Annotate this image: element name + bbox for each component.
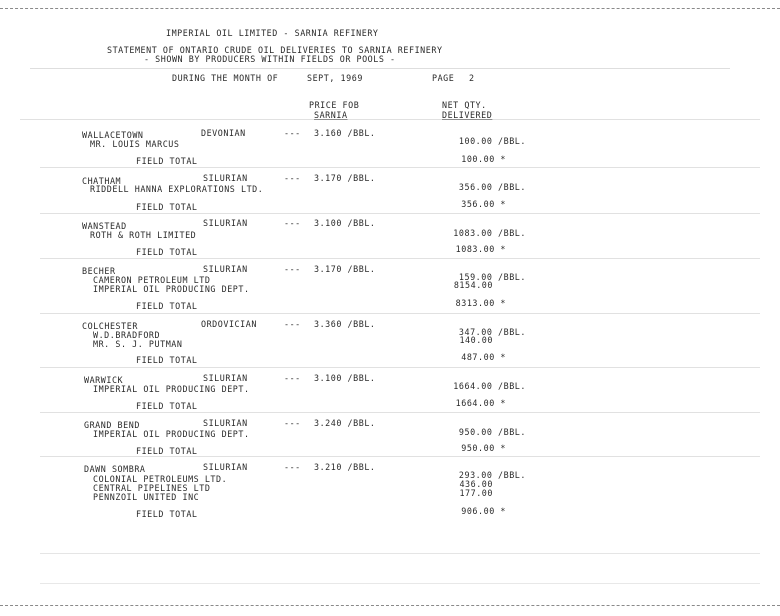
- field-formation: SILURIAN: [203, 373, 248, 383]
- page-label: PAGE: [432, 73, 455, 83]
- field-name: WANSTEAD: [82, 221, 127, 231]
- field-price: 3.160 /BBL.: [314, 128, 376, 138]
- producer-name: PENNZOIL UNITED INC: [93, 492, 200, 502]
- price-dashes: ---: [284, 264, 301, 274]
- field-total-value: 906.00 *: [461, 506, 506, 516]
- field-price: 3.170 /BBL.: [314, 173, 376, 183]
- field-formation: SILURIAN: [203, 462, 248, 472]
- producer-name: MR. S. J. PUTMAN: [93, 339, 183, 349]
- producer-name: IMPERIAL OIL PRODUCING DEPT.: [93, 284, 250, 294]
- producer-qty: 293.00 /BBL.: [458, 470, 526, 480]
- faint-rule: [40, 258, 760, 259]
- field-price: 3.170 /BBL.: [314, 264, 376, 274]
- price-heading: PRICE FOB: [309, 100, 360, 110]
- faint-rule: [40, 553, 760, 554]
- producer-name: IMPERIAL OIL PRODUCING DEPT.: [93, 429, 250, 439]
- field-name: WARWICK: [84, 375, 124, 385]
- price-dashes: ---: [284, 173, 301, 183]
- report-month: SEPT, 1969: [307, 73, 363, 83]
- producer-qty: 950.00 /BBL.: [458, 427, 526, 437]
- field-name: DAWN SOMBRA: [84, 464, 146, 474]
- field-price: 3.210 /BBL.: [314, 462, 376, 472]
- faint-rule: [40, 456, 760, 457]
- field-total-label: FIELD TOTAL: [136, 156, 198, 166]
- field-price: 3.100 /BBL.: [314, 373, 376, 383]
- price-dashes: ---: [284, 418, 301, 428]
- price-dashes: ---: [284, 218, 301, 228]
- producer-name: MR. LOUIS MARCUS: [90, 139, 180, 149]
- producer-name: ROTH & ROTH LIMITED: [90, 230, 197, 240]
- faint-rule: [40, 367, 760, 368]
- field-total-label: FIELD TOTAL: [136, 247, 198, 257]
- page-number: 2: [469, 73, 475, 83]
- field-name: CHATHAM: [82, 176, 122, 186]
- faint-rule: [40, 583, 760, 584]
- during-label: DURING THE MONTH OF: [172, 73, 279, 83]
- field-total-value: 1664.00 *: [455, 398, 506, 408]
- faint-rule: [40, 313, 760, 314]
- qty-heading: NET QTY.: [442, 100, 487, 110]
- field-total-label: FIELD TOTAL: [136, 202, 198, 212]
- top-perforation: [0, 8, 780, 9]
- producer-name: COLONIAL PETROLEUMS LTD.: [93, 474, 228, 484]
- price-dashes: ---: [284, 373, 301, 383]
- producer-qty: 1664.00 /BBL.: [453, 381, 526, 391]
- faint-rule: [20, 119, 760, 120]
- producer-name: CENTRAL PIPELINES LTD: [93, 483, 211, 493]
- field-total-label: FIELD TOTAL: [136, 401, 198, 411]
- producer-qty: 159.00 /BBL.: [458, 272, 526, 282]
- faint-rule: [40, 213, 760, 214]
- statement-title: STATEMENT OF ONTARIO CRUDE OIL DELIVERIES TO SARNIA REFINERY: [107, 45, 443, 55]
- field-total-label: FIELD TOTAL: [136, 509, 198, 519]
- field-total-value: 100.00 *: [461, 154, 506, 164]
- producer-qty: 1083.00 /BBL.: [453, 228, 526, 238]
- field-total-value: 1083.00 *: [455, 244, 506, 254]
- bottom-perforation: [0, 605, 780, 606]
- field-formation: SILURIAN: [203, 264, 248, 274]
- producer-name: W.D.BRADFORD: [93, 330, 161, 340]
- producer-qty: 140.00: [459, 335, 493, 345]
- field-total-value: 356.00 *: [461, 199, 506, 209]
- producer-qty: 177.00: [459, 488, 493, 498]
- field-name: WALLACETOWN: [82, 130, 144, 140]
- field-total-label: FIELD TOTAL: [136, 301, 198, 311]
- field-formation: SILURIAN: [203, 173, 248, 183]
- price-dashes: ---: [284, 462, 301, 472]
- price-dashes: ---: [284, 128, 301, 138]
- field-price: 3.360 /BBL.: [314, 319, 376, 329]
- faint-rule: [40, 167, 760, 168]
- producer-name: CAMERON PETROLEUM LTD: [93, 275, 211, 285]
- faint-rule: [30, 68, 730, 69]
- field-formation: SILURIAN: [203, 218, 248, 228]
- producer-qty: 356.00 /BBL.: [458, 182, 526, 192]
- field-total-value: 950.00 *: [461, 443, 506, 453]
- field-total-label: FIELD TOTAL: [136, 446, 198, 456]
- producer-qty: 8154.00: [453, 280, 493, 290]
- field-price: 3.240 /BBL.: [314, 418, 376, 428]
- field-formation: SILURIAN: [203, 418, 248, 428]
- field-total-value: 487.00 *: [461, 352, 506, 362]
- statement-subtitle: - SHOWN BY PRODUCERS WITHIN FIELDS OR POOLS -: [144, 54, 396, 64]
- price-subheading: SARNIA: [314, 110, 348, 120]
- field-formation: DEVONIAN: [201, 128, 246, 138]
- field-name: COLCHESTER: [82, 321, 138, 331]
- producer-qty: 436.00: [459, 479, 493, 489]
- field-formation: ORDOVICIAN: [201, 319, 257, 329]
- report-title: IMPERIAL OIL LIMITED - SARNIA REFINERY: [166, 28, 379, 38]
- producer-name: IMPERIAL OIL PRODUCING DEPT.: [93, 384, 250, 394]
- producer-name: RIDDELL HANNA EXPLORATIONS LTD.: [90, 184, 264, 194]
- producer-qty: 100.00 /BBL.: [458, 136, 526, 146]
- field-total-value: 8313.00 *: [455, 298, 506, 308]
- field-total-label: FIELD TOTAL: [136, 355, 198, 365]
- qty-subheading: DELIVERED: [442, 110, 493, 120]
- faint-rule: [40, 412, 760, 413]
- producer-qty: 347.00 /BBL.: [458, 327, 526, 337]
- price-dashes: ---: [284, 319, 301, 329]
- field-price: 3.100 /BBL.: [314, 218, 376, 228]
- field-name: GRAND BEND: [84, 420, 140, 430]
- field-name: BECHER: [82, 266, 116, 276]
